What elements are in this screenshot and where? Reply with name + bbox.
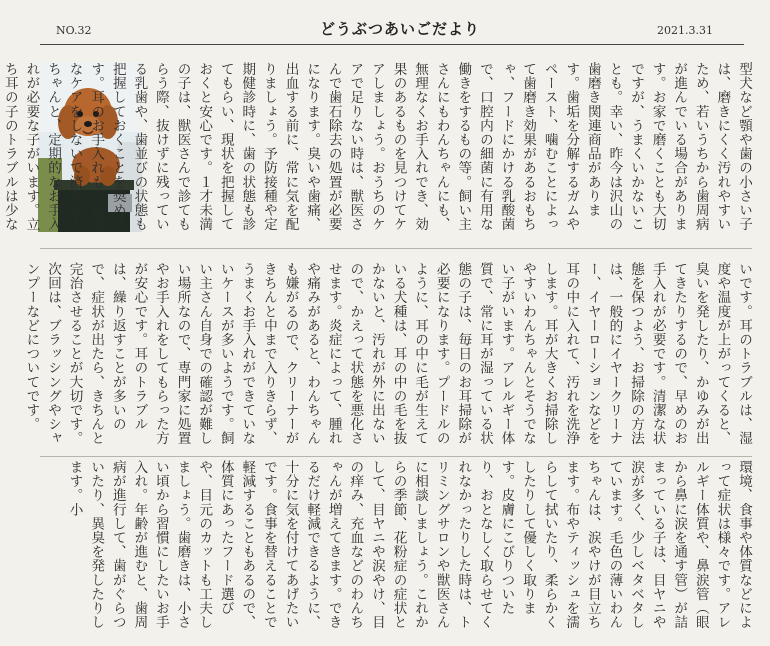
issue-number: NO.32 (56, 24, 92, 37)
section-divider (40, 248, 752, 249)
header-rule (40, 44, 744, 45)
article-section-top: 型犬など顎や歯の小さい子は、磨きにくく汚れやすいため、若いうちから歯周病が進んでいる場合があります。お家で磨くことも大切ですが、うまくいかないことも。幸い、昨今は沢山の歯磨き関連商品があります。歯垢を分解するガムやペースト、噛むことによって歯磨き効果があるおもちゃ、フードにかける乳酸菌で、口腔内の細菌に有用な働きをするもの等。飼い主さんにもわんちゃんにも、無理なくお手入れでき、効果のあるものを見つけてケアしましょう。おうちのケアで足りない時は、獣医さんで歯石除去の処置が必要になります。臭いや歯痛、出血する前に、常に気を配りましょう。予防接種や定期健診時に、歯の状態も診てもらい、現状を把握しておくと安心です。１才未満の子は、獣医さんで診てもらう際、抜けずに残っている乳歯や、歯並びの状態も把握しておくことを奨めます。耳のお手入れも、特別なケアをしないで済むわんちゃんと、定期的なお手入れが必要な子がいます。立ち耳の子のトラブルは少な (1, 62, 752, 232)
newsletter-title: どうぶつあいごだより (320, 20, 481, 38)
article-section-middle: いです。耳のトラブルは、湿度や温度が上がってくると、臭いを発したり、かゆみが出てきたりするので、早めのお手入れが必要です。清潔な状態を保つよう、お掃除の方法は、一般的にイヤークリーナー、イヤーローションなどを耳の中に入れて、汚れを洗浄します。耳が大きくお掃除しやすいわんちゃんとそうでない子がいます。アレルギー体質で、常に耳が湿っている状態の子は、毎日のお耳掃除が必要になります。プードルのように、耳の中に毛が生えている犬種は、耳の中の毛を抜かないと、汚れが外に出ないので、かえって状態を悪化させます。炎症によって、腫れや痛みがあると、わんちゃんも嫌がるので、クリーナーがきちんと中まで入りきらず、うまくお手入れができていないケースが多いようです。飼い主さん自身での確認が難しい場所なので、専門家に処置やお手入れをしてもらった方が安心です。耳のトラブルは、繰り返すことが多いので、症状が出たら、きちんと完治させることが大切です。次回は、ブラッシングやシャンプーなどについてです。 (23, 262, 752, 446)
header (0, 18, 770, 40)
issue-date: 2021.3.31 (657, 24, 713, 37)
section-divider (40, 456, 752, 457)
article-section-bottom: 環境、食事や体質などによって症状は様々です。アレルギー体質や、鼻涙管（眼から鼻に涙を通す管）が詰まっている子は、目ヤニや涙が多く、少しベタベタしています。毛色の薄いわんちゃんは、涙やけが目立ちます。布やティッシュを濡らして拭いたり、柔らかくしたりして優しく取ります。皮膚にこびりついたり、おとなしく取らせてくれなかったりした時は、トリミングサロンや獣医さんに相談しましょう。これからの季節、花粉症の症状として、目ヤニや涙やけ、目の痒み、充血などのわんちゃんが増えてきます。できるだけ軽減できるように、十分に気を付けてあげたいです。食事を替えることで軽減することもあるので、体質にあったフード選びや、目元のカットも工夫しましょう。歯磨きは、小さい頃から習慣にしたいお手入れ。年齢が進むと、歯周病が進行して、歯がぐらついたり、異臭を発したりします。小 (66, 460, 752, 630)
